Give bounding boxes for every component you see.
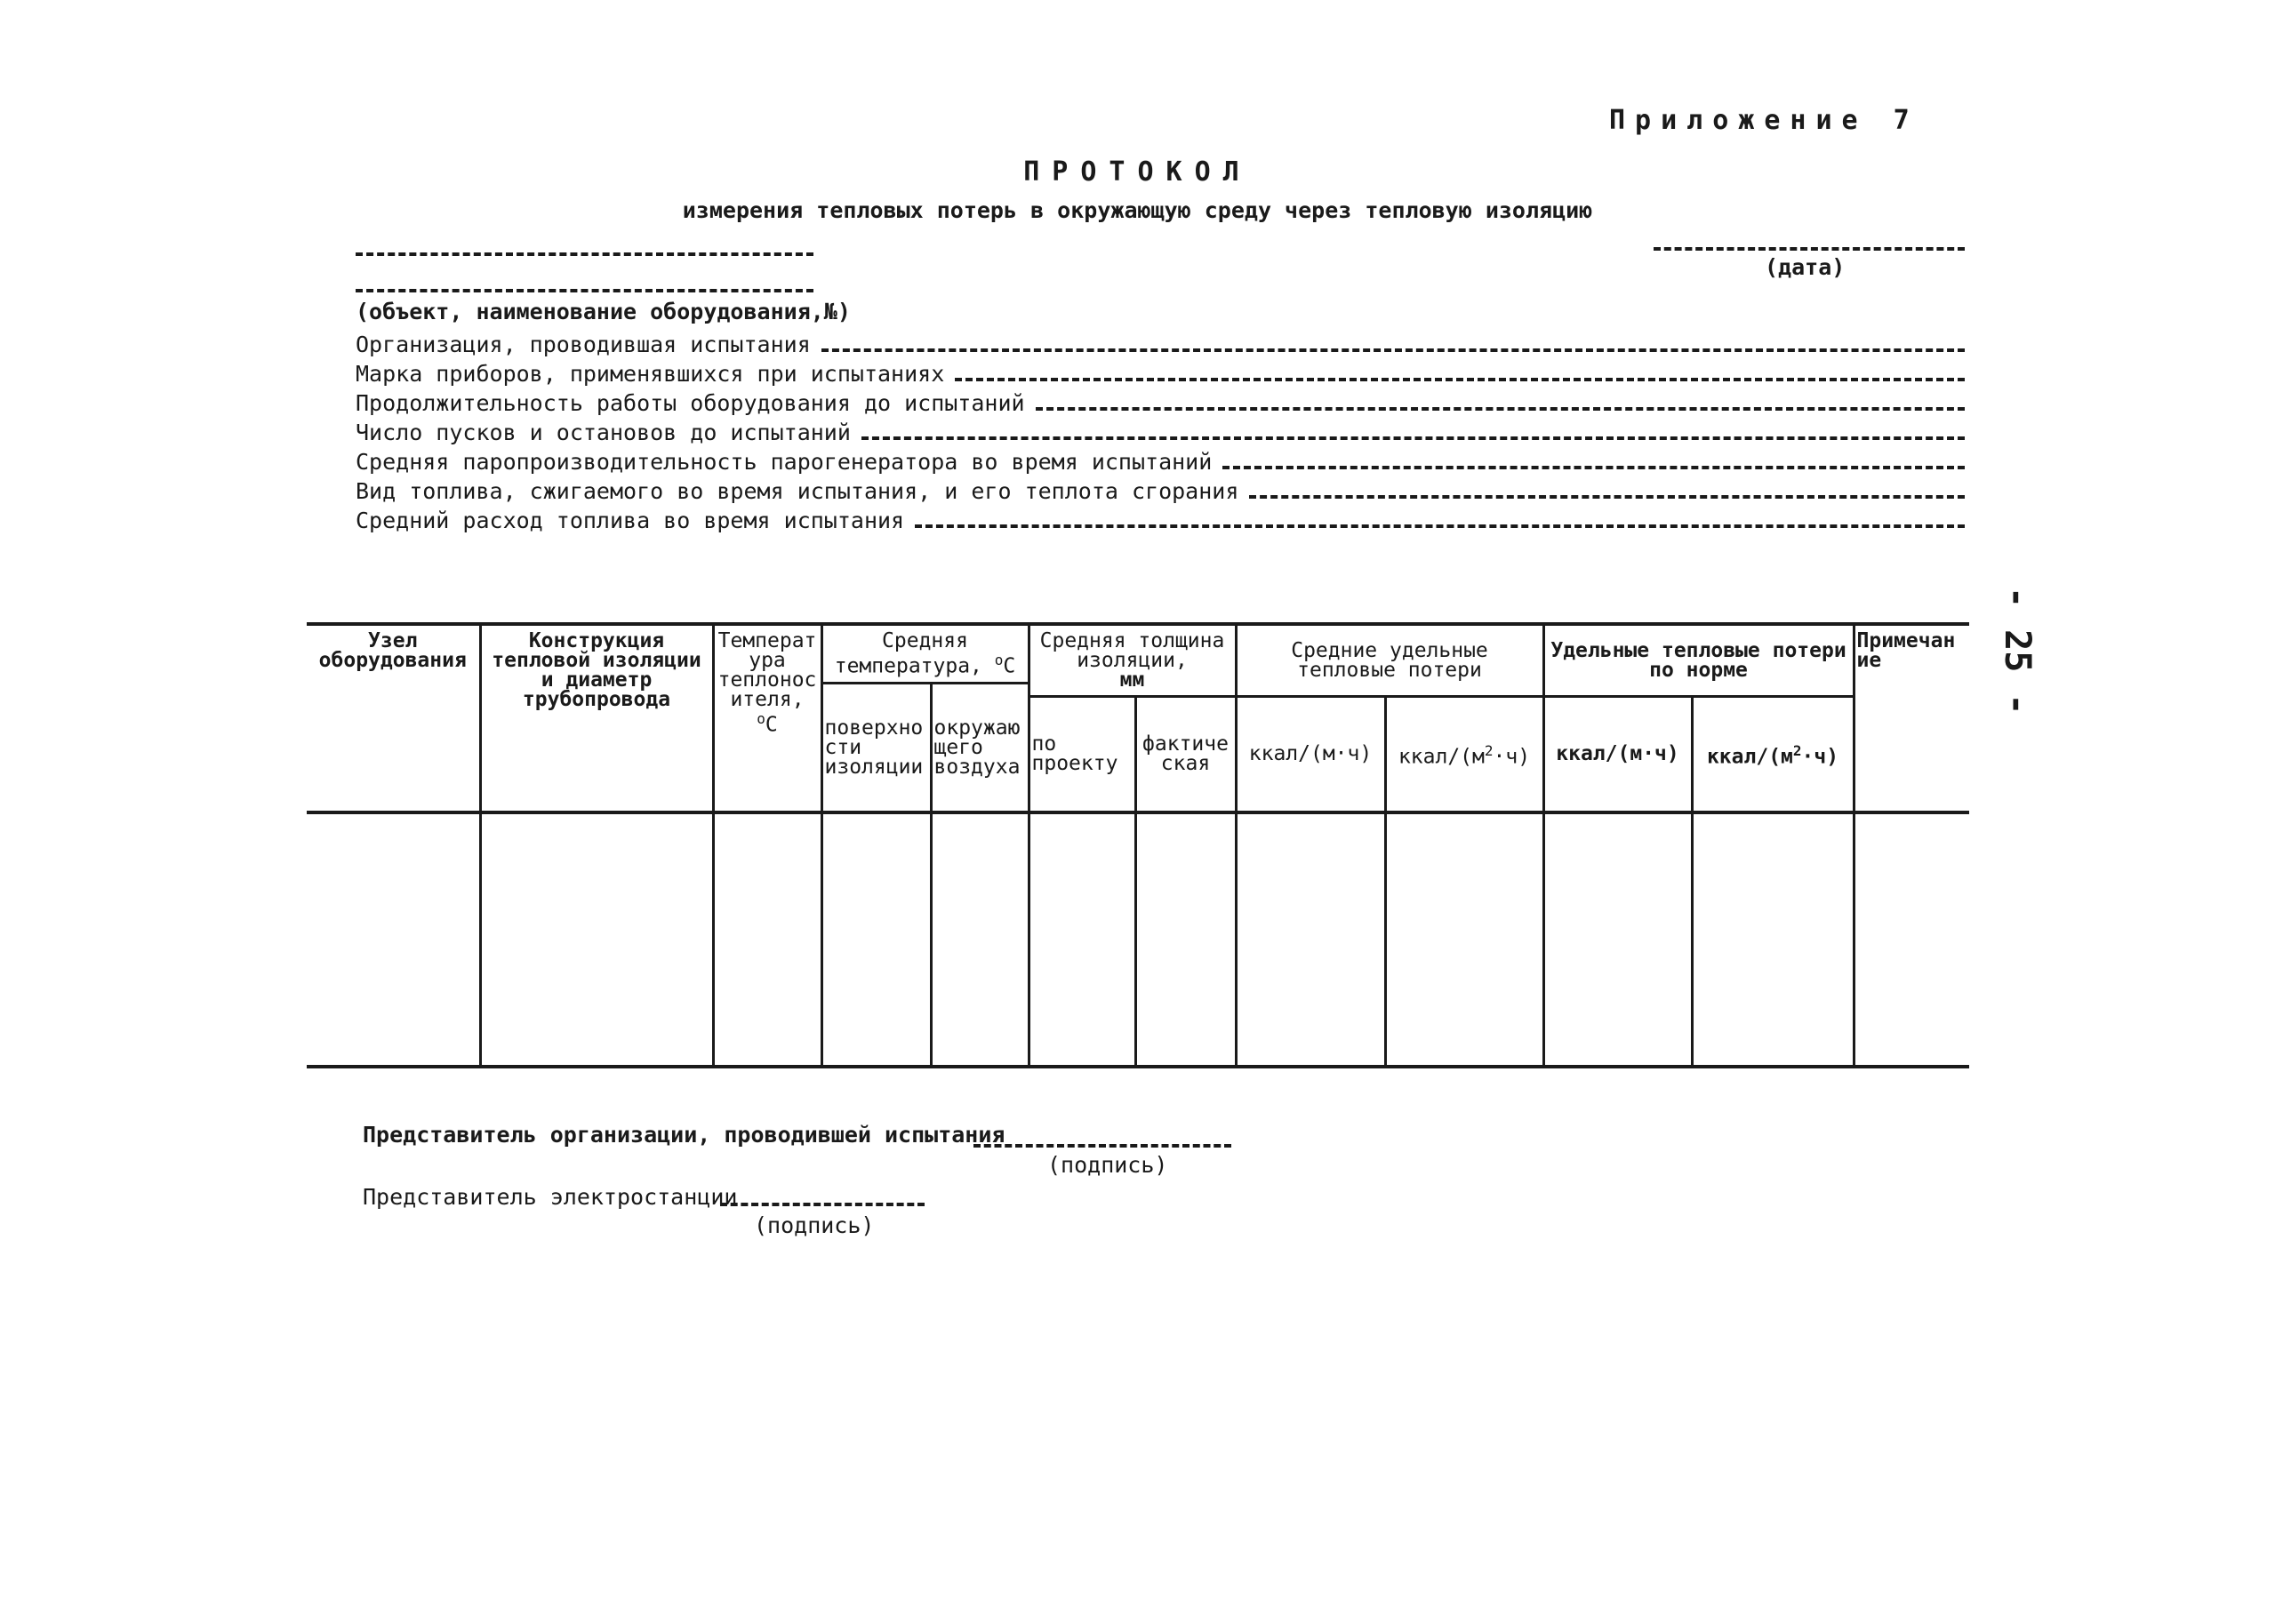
col-norm-losses-header: Удельные тепловые потери по норме xyxy=(1543,624,1854,697)
field-label: Число пусков и остановов до испытаний xyxy=(356,420,851,445)
cell-surface-temp[interactable] xyxy=(821,812,931,1067)
celsius-unit: С xyxy=(1003,654,1016,678)
field-organization xyxy=(356,327,1965,357)
col-by-project-header: по проекту xyxy=(1029,697,1135,812)
cell-loss-area[interactable] xyxy=(1385,812,1543,1067)
degree-mark: о xyxy=(994,652,1004,668)
col-surface-header: поверхности изоляции xyxy=(821,683,931,812)
fill-line xyxy=(821,348,1965,352)
document-title: ПРОТОКОЛ xyxy=(1023,156,1252,188)
avg-temp-text: Средняя температура, xyxy=(834,629,982,678)
fill-line xyxy=(1249,495,1965,499)
field-fuel-type xyxy=(356,474,1965,504)
field-label: Средний расход топлива во время испытания xyxy=(356,508,905,533)
cell-norm-linear[interactable] xyxy=(1543,812,1692,1067)
page-number: - 25 - xyxy=(1997,587,2038,716)
cell-node[interactable] xyxy=(307,812,480,1067)
field-fuel-consumption xyxy=(356,503,1965,533)
col-unit-linear-header: ккал/(м·ч) xyxy=(1236,697,1385,812)
measurements-table xyxy=(307,622,1969,1068)
col-node-header: Узел оборудования xyxy=(307,624,480,812)
col-thickness-header xyxy=(1029,624,1236,697)
org-signature-label: (подпись) xyxy=(1047,1152,1168,1178)
org-signature-line xyxy=(973,1144,1231,1148)
col-norm-unit-linear-header: ккал/(м·ч) xyxy=(1543,697,1692,812)
date-label: (дата) xyxy=(1765,254,1846,280)
carrier-temp-text: Температура теплоносителя, xyxy=(717,629,817,711)
object-label: (объект, наименование оборудования,№) xyxy=(356,299,851,324)
unit-area-post: ·ч) xyxy=(1801,745,1839,769)
cell-carrier-temp[interactable] xyxy=(713,812,821,1067)
appendix-label: Приложение 7 xyxy=(1609,105,1919,136)
celsius-unit: С xyxy=(765,713,778,737)
date-line xyxy=(1654,247,1965,251)
degree-mark: о xyxy=(757,710,765,727)
field-steam-output xyxy=(356,444,1965,475)
plant-representative-label: Представитель электростанции xyxy=(363,1184,738,1210)
plant-signature-label: (подпись) xyxy=(754,1212,875,1238)
cell-loss-linear[interactable] xyxy=(1236,812,1385,1067)
col-avg-temp-header xyxy=(821,624,1029,683)
field-label: Средняя паропроизводительность парогенератора во время испытаний xyxy=(356,449,1213,475)
document-subtitle: измерения тепловых потерь в окружающую среду через тепловую изоляцию xyxy=(682,197,1593,223)
col-construction-header: Конструкция тепловой изоляции и диаметр трубопровода xyxy=(480,624,713,812)
col-norm-unit-area-header xyxy=(1692,697,1854,812)
cell-thickness-actual[interactable] xyxy=(1135,812,1236,1067)
cell-construction[interactable] xyxy=(480,812,713,1067)
unit-area-pre: ккал/(м xyxy=(1398,745,1485,769)
col-avg-losses-header: Средние удельные тепловые потери xyxy=(1236,624,1543,697)
object-line-1 xyxy=(356,252,813,256)
cell-ambient-temp[interactable] xyxy=(931,812,1029,1067)
fill-line xyxy=(1222,466,1965,469)
field-label: Вид топлива, сжигаемого во время испытания, и его теплота сгорания xyxy=(356,478,1239,504)
squared-mark: 2 xyxy=(1484,741,1494,759)
fill-line xyxy=(861,436,1965,440)
col-note-header: Примечание xyxy=(1854,624,1969,812)
plant-signature-line xyxy=(720,1203,925,1206)
fill-line xyxy=(915,524,1965,528)
field-operation-duration xyxy=(356,386,1965,416)
field-label: Марка приборов, применявшихся при испытаниях xyxy=(356,361,945,387)
cell-norm-area[interactable] xyxy=(1692,812,1854,1067)
squared-mark: 2 xyxy=(1792,741,1802,759)
object-line-2 xyxy=(356,289,813,292)
field-instruments xyxy=(356,356,1965,387)
unit-area-post: ·ч) xyxy=(1493,745,1531,769)
col-ambient-header: окружающего воздуха xyxy=(931,683,1029,812)
thickness-text: Средняя толщина изоляции, xyxy=(1039,629,1225,672)
table-row xyxy=(307,812,1969,1067)
thickness-unit: мм xyxy=(1119,668,1145,692)
cell-thickness-project[interactable] xyxy=(1029,812,1135,1067)
col-unit-area-header xyxy=(1385,697,1543,812)
col-carrier-temp-header xyxy=(713,624,821,812)
field-label: Организация, проводившая испытания xyxy=(356,332,811,357)
cell-note[interactable] xyxy=(1854,812,1969,1067)
field-label: Продолжительность работы оборудования до испытаний xyxy=(356,390,1025,416)
field-starts-stops xyxy=(356,415,1965,445)
fill-line xyxy=(955,378,1965,381)
unit-area-pre: ккал/(м xyxy=(1706,745,1793,769)
org-representative-label: Представитель организации, проводившей испытания xyxy=(363,1122,1005,1148)
fill-line xyxy=(1036,407,1965,411)
col-actual-header: фактическая xyxy=(1135,697,1236,812)
